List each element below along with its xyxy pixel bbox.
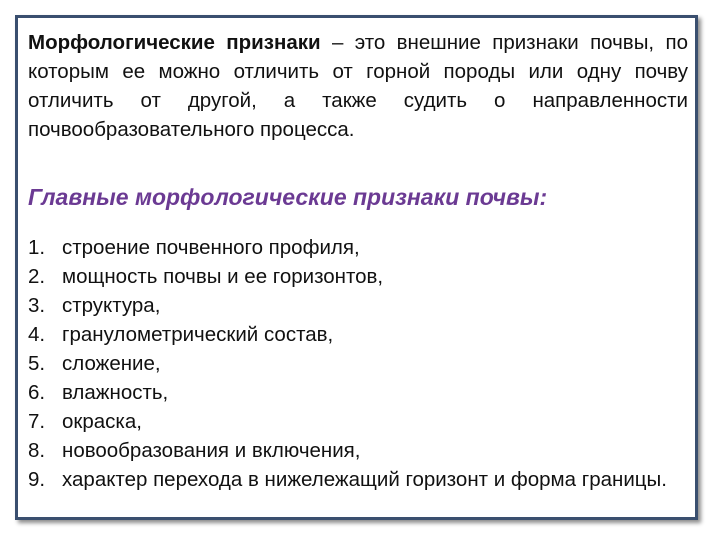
list-item xyxy=(28,291,688,320)
list-item-text: сложение, xyxy=(62,352,161,375)
list-item-number: 2. xyxy=(28,265,46,288)
list-item-number: 8. xyxy=(28,439,46,462)
list-item-text: гранулометрический состав, xyxy=(62,323,334,346)
list-item-text: окраска, xyxy=(62,410,142,433)
list-item xyxy=(28,262,688,291)
definition-paragraph xyxy=(28,28,688,144)
list-item-text: влажность, xyxy=(62,381,169,404)
list-item xyxy=(28,407,688,436)
features-list xyxy=(28,233,688,494)
list-item-text: новообразования и включения, xyxy=(62,439,361,462)
definition-term: Морфологические признаки xyxy=(28,31,321,54)
slide-content xyxy=(28,28,688,494)
definition-text: – это внешние признаки почвы, по которым ее можно отличить от горной породы или одну почву отличить от другой, а также судить о направленности почвообразовательного процесса. xyxy=(28,31,688,141)
list-item xyxy=(28,378,688,407)
list-item xyxy=(28,320,688,349)
list-item xyxy=(28,436,688,465)
list-item-number: 3. xyxy=(28,294,46,317)
list-item-number: 9. xyxy=(28,468,46,491)
list-item-number: 5. xyxy=(28,352,46,375)
list-item-number: 4. xyxy=(28,323,46,346)
content-frame xyxy=(15,15,698,520)
list-item xyxy=(28,465,688,494)
list-item xyxy=(28,349,688,378)
list-item-number: 7. xyxy=(28,410,46,433)
list-item-text: мощность почвы и ее горизонтов, xyxy=(62,265,384,288)
list-item-text: характер перехода в нижележащий горизонт и форма границы. xyxy=(62,468,667,491)
list-item-text: строение почвенного профиля, xyxy=(62,236,360,259)
list-item-text: структура, xyxy=(62,294,161,317)
list-item-number: 1. xyxy=(28,236,46,259)
list-item xyxy=(28,233,688,262)
list-item-number: 6. xyxy=(28,381,46,404)
section-heading: Главные морфологические признаки почвы: xyxy=(28,184,548,210)
